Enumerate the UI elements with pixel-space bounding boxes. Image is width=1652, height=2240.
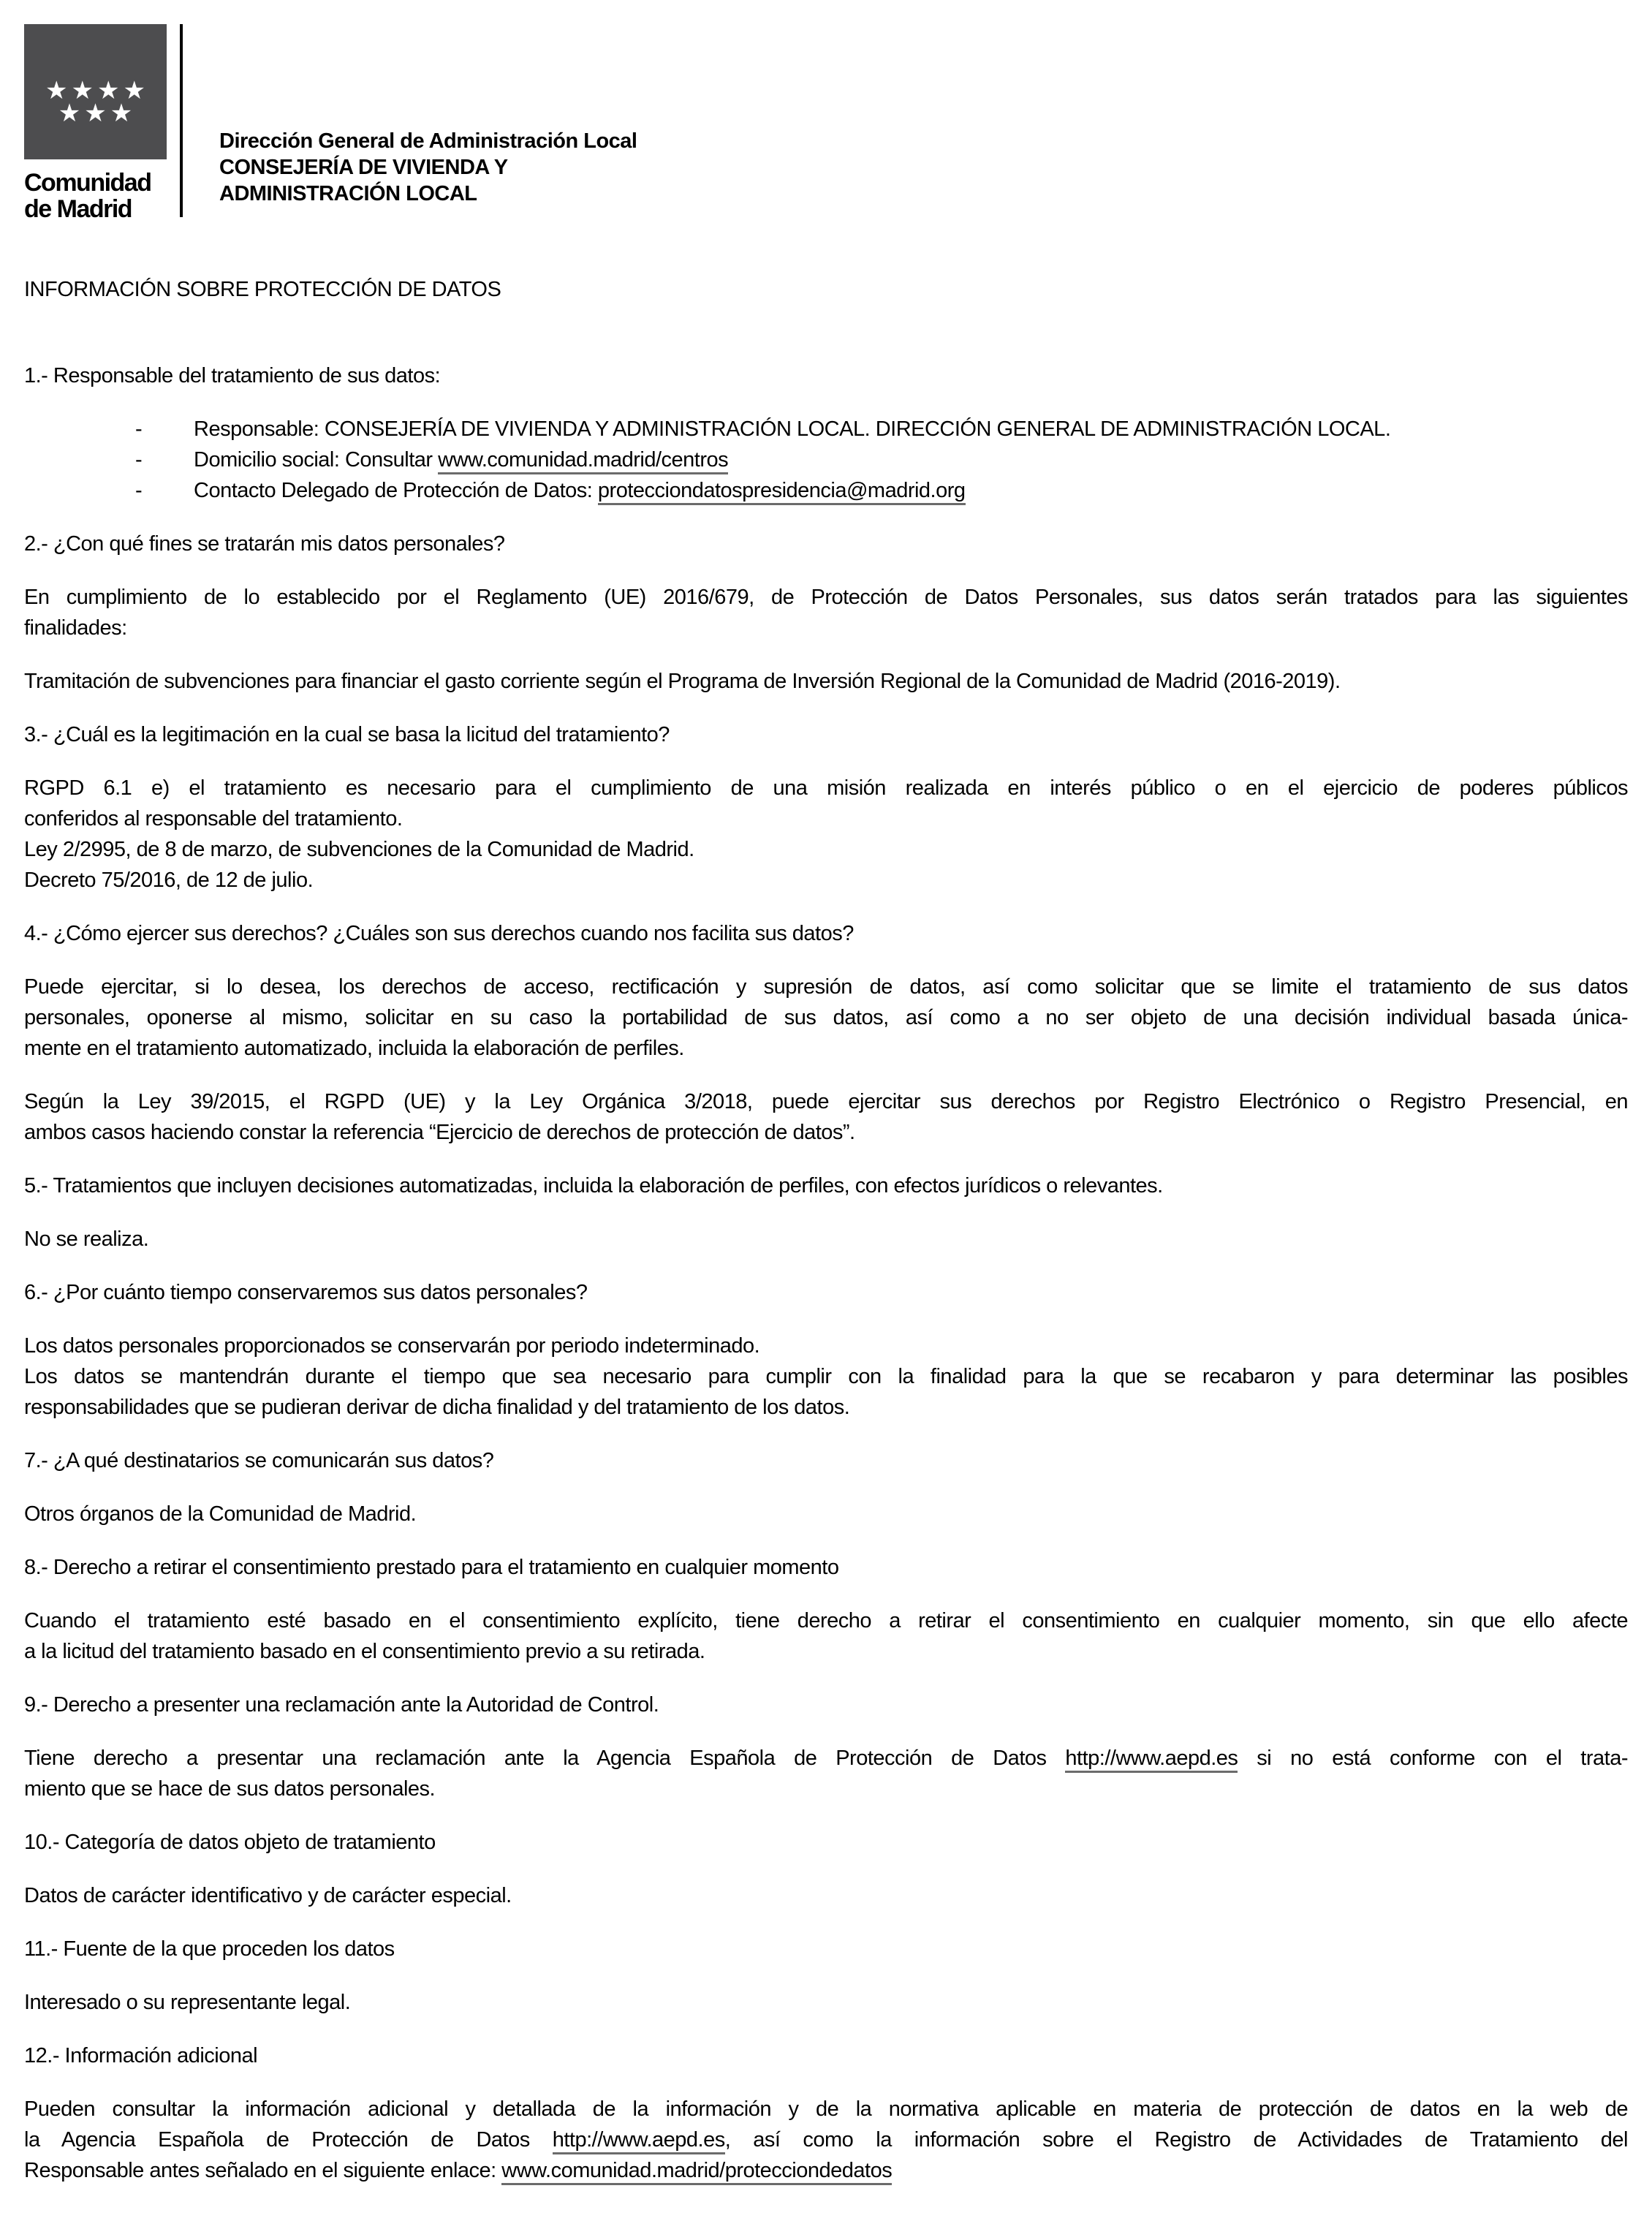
paragraph-line: Los datos se mantendrán durante el tiempo que sea necesario para cumplir con la finalidad para la que se recabaron y para determinar las posibles xyxy=(24,1365,1628,1388)
responsable-bullet-list xyxy=(24,414,1628,506)
paragraph-line: Cuando el tratamiento esté basado en el consentimiento explícito, tiene derecho a retirar el consentimiento en cualquier momento, sin que ello afecte xyxy=(24,1609,1628,1632)
paragraph-line: personales, oponerse al mismo, solicitar en su caso la portabilidad de sus datos, así como a no ser objeto de una decisión individual basada única- xyxy=(24,1006,1628,1029)
section-4-heading: 4.- ¿Cómo ejercer sus derechos? ¿Cuáles son sus derechos cuando nos facilita sus datos? xyxy=(24,922,854,945)
logo-region-name xyxy=(24,170,167,222)
section-6-heading: 6.- ¿Por cuánto tiempo conservaremos sus datos personales? xyxy=(24,1281,588,1304)
section-5-heading: 5.- Tratamientos que incluyen decisiones automatizadas, incluida la elaboración de perfiles, con efectos jurídicos o relevantes. xyxy=(24,1174,1163,1197)
paragraph-line: a la licitud del tratamiento basado en el consentimiento previo a su retirada. xyxy=(24,1640,705,1663)
section-7-heading: 7.- ¿A qué destinatarios se comunicarán sus datos? xyxy=(24,1449,494,1472)
section-5 xyxy=(24,1170,1628,1255)
paragraph-line: conferidos al responsable del tratamiento. xyxy=(24,807,403,830)
paragraph xyxy=(24,1605,1628,1667)
section-6 xyxy=(24,1277,1628,1423)
link-email-dpd[interactable]: protecciondatospresidencia@madrid.org xyxy=(598,479,966,505)
section-4 xyxy=(24,918,1628,1148)
document-header xyxy=(24,24,1628,223)
section-8-heading: 8.- Derecho a retirar el consentimiento prestado para el tratamiento en cualquier momento xyxy=(24,1556,839,1579)
bullet-dash: - xyxy=(135,417,143,441)
paragraph xyxy=(24,1987,1628,2018)
list-item xyxy=(24,414,1628,444)
section-7 xyxy=(24,1445,1628,1529)
page-title: INFORMACIÓN SOBRE PROTECCIÓN DE DATOS xyxy=(24,278,501,301)
paragraph xyxy=(24,2094,1628,2186)
bullet-text: Responsable: CONSEJERÍA DE VIVIENDA Y ADMINISTRACIÓN LOCAL. DIRECCIÓN GENERAL DE ADMINISTRACIÓN LOCAL. xyxy=(194,417,1391,441)
paragraph-line: Pueden consultar la información adicional y detallada de la información y de la normativa aplicable en materia de protección de datos en la web de xyxy=(24,2097,1628,2121)
section-12-heading: 12.- Información adicional xyxy=(24,2044,258,2067)
paragraph-line: En cumplimiento de lo establecido por el Reglamento (UE) 2016/679, de Protección de Datos Personales, sus datos serán tratados para las siguientes xyxy=(24,586,1628,609)
paragraph-line: Según la Ley 39/2015, el RGPD (UE) y la Ley Orgánica 3/2018, puede ejercitar sus derechos por Registro Electrónico o Registro Presencial, en xyxy=(24,1090,1628,1113)
list-item xyxy=(24,475,1628,506)
section-3 xyxy=(24,719,1628,896)
comunidad-madrid-logo xyxy=(24,24,167,222)
paragraph xyxy=(24,1224,1628,1255)
paragraph-line: Otros órganos de la Comunidad de Madrid. xyxy=(24,1502,417,1526)
department-titles xyxy=(219,128,637,207)
paragraph-line: Decreto 75/2016, de 12 de julio. xyxy=(24,869,314,892)
text-span: si no está conforme con el trata- xyxy=(1238,1747,1628,1770)
paragraph-line: Tramitación de subvenciones para financiar el gasto corriente según el Programa de Inversión Regional de la Comunidad de Madrid (2016-2019). xyxy=(24,670,1341,693)
paragraph-line xyxy=(24,2124,1628,2155)
paragraph-line: miento que se hace de sus datos personales. xyxy=(24,1777,436,1801)
document-body xyxy=(24,274,1628,2186)
paragraph-line: Interesado o su representante legal. xyxy=(24,1991,351,2014)
stars-row-icon: ★★★ xyxy=(58,99,137,127)
section-10 xyxy=(24,1827,1628,1911)
section-8 xyxy=(24,1552,1628,1667)
paragraph-line: ambos casos haciendo constar la referencia “Ejercicio de derechos de protección de datos”. xyxy=(24,1121,855,1144)
link-aepd[interactable]: http://www.aepd.es xyxy=(1065,1747,1238,1773)
paragraph-line: responsabilidades que se pudieran derivar de dicha finalidad y del tratamiento de los datos. xyxy=(24,1396,850,1419)
text-span: la Agencia Española de Protección de Datos xyxy=(24,2128,553,2152)
paragraph-line: RGPD 6.1 e) el tratamiento es necesario para el cumplimiento de una misión realizada en interés público o en el ejercicio de poderes públicos xyxy=(24,776,1628,800)
list-item xyxy=(24,444,1628,475)
paragraph xyxy=(24,773,1628,896)
link-comunidad-centros[interactable]: www.comunidad.madrid/centros xyxy=(438,448,728,474)
text-span: , así como la información sobre el Registro de Actividades de Tratamiento del xyxy=(724,2128,1629,2152)
paragraph xyxy=(24,1499,1628,1529)
bullet-dash: - xyxy=(135,479,143,502)
section-1 xyxy=(24,360,1628,506)
section-10-heading: 10.- Categoría de datos objeto de tratamiento xyxy=(24,1831,436,1854)
bullet-dash: - xyxy=(135,448,143,472)
section-3-heading: 3.- ¿Cuál es la legitimación en la cual se basa la licitud del tratamiento? xyxy=(24,723,670,746)
flag-box xyxy=(24,24,167,159)
paragraph-line xyxy=(24,1743,1628,1774)
department-line: Dirección General de Administración Local xyxy=(219,129,637,153)
header-divider xyxy=(180,24,183,217)
section-2-heading: 2.- ¿Con qué fines se tratarán mis datos personales? xyxy=(24,532,505,556)
link-proteccion-datos[interactable]: www.comunidad.madrid/protecciondedatos xyxy=(501,2159,892,2185)
department-line: CONSEJERÍA DE VIVIENDA Y xyxy=(219,156,508,179)
section-11-heading: 11.- Fuente de la que proceden los datos xyxy=(24,1937,395,1961)
paragraph-line xyxy=(24,2155,1628,2186)
paragraph xyxy=(24,972,1628,1064)
bullet-text xyxy=(194,475,966,506)
logo-region-line: de Madrid xyxy=(24,195,132,223)
paragraph-line: mente en el tratamiento automatizado, incluida la elaboración de perfiles. xyxy=(24,1037,684,1060)
bullet-text xyxy=(194,444,728,475)
paragraph-line: Ley 2/2995, de 8 de marzo, de subvenciones de la Comunidad de Madrid. xyxy=(24,838,694,861)
paragraph-line: Los datos personales proporcionados se conservarán por periodo indeterminado. xyxy=(24,1334,760,1358)
section-9-heading: 9.- Derecho a presenter una reclamación ante la Autoridad de Control. xyxy=(24,1693,659,1717)
text-span: Domicilio social: Consultar xyxy=(194,448,439,472)
section-2 xyxy=(24,529,1628,697)
paragraph-line: Datos de carácter identificativo y de carácter especial. xyxy=(24,1884,512,1907)
paragraph xyxy=(24,582,1628,643)
text-span: Tiene derecho a presentar una reclamación ante la Agencia Española de Protección de Datos xyxy=(24,1747,1066,1770)
paragraph xyxy=(24,666,1628,697)
paragraph xyxy=(24,1880,1628,1911)
paragraph xyxy=(24,1331,1628,1423)
link-aepd-2[interactable]: http://www.aepd.es xyxy=(553,2128,725,2154)
section-11 xyxy=(24,1934,1628,2018)
section-9 xyxy=(24,1690,1628,1804)
section-1-heading: 1.- Responsable del tratamiento de sus datos: xyxy=(24,364,441,387)
logo-region-line: Comunidad xyxy=(24,169,151,197)
section-12 xyxy=(24,2040,1628,2186)
paragraph xyxy=(24,1743,1628,1804)
paragraph xyxy=(24,1086,1628,1148)
department-line: ADMINISTRACIÓN LOCAL xyxy=(219,182,477,205)
text-span: Responsable antes señalado en el siguiente enlace: xyxy=(24,2159,502,2182)
paragraph-line: Puede ejercitar, si lo desea, los derechos de acceso, rectificación y supresión de datos, así como solicitar que se limite el tratamiento de sus datos xyxy=(24,975,1628,999)
text-span: Contacto Delegado de Protección de Datos: xyxy=(194,479,598,502)
paragraph-line: No se realiza. xyxy=(24,1227,149,1251)
stars-row-icon: ★★★★ xyxy=(45,77,149,105)
paragraph-line: finalidades: xyxy=(24,616,127,640)
